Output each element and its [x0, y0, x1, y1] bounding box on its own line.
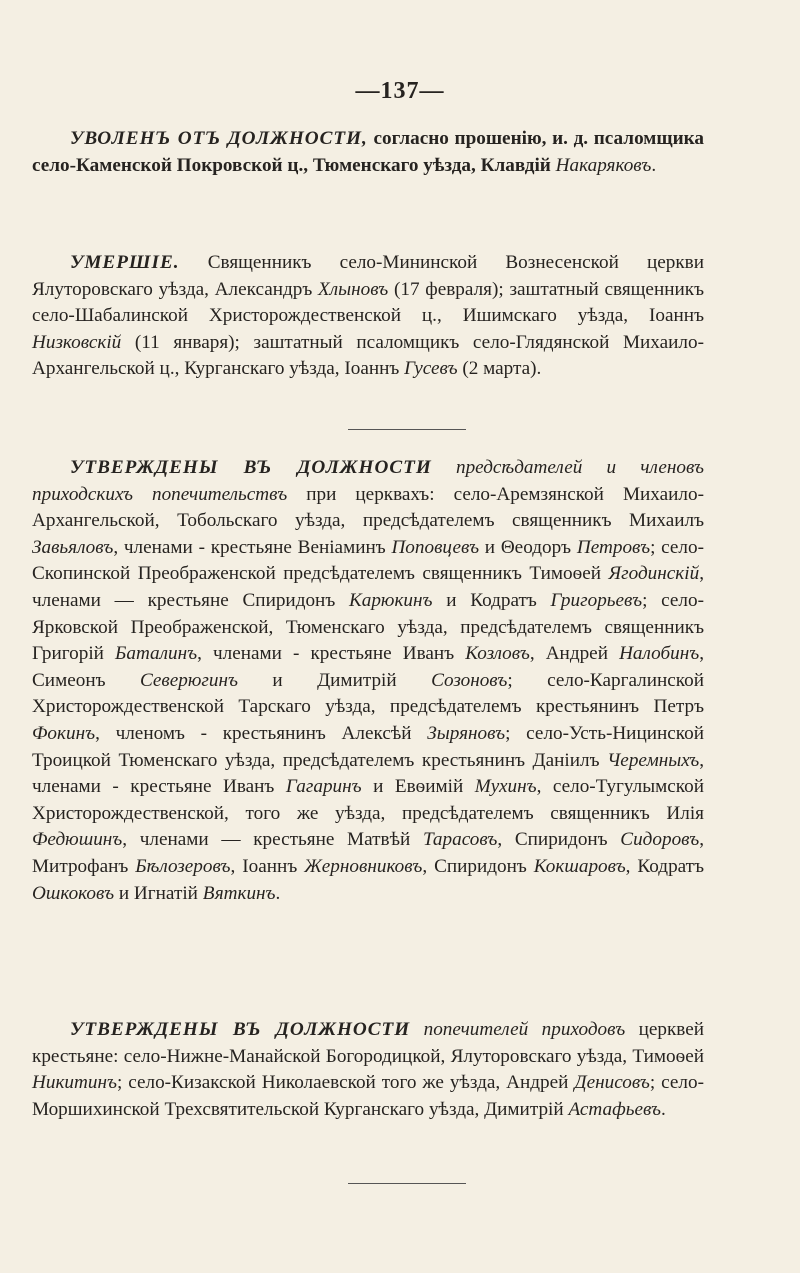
person-name: Гусевъ [404, 358, 458, 380]
text: , членами - крестьяне Веніаминъ [113, 536, 392, 558]
text: , членами — крестьяне Матвѣй [122, 829, 423, 851]
text: ; село-Ярковской Преображенской, Тюменскаго уѣзда, предсѣдателемъ священникъ Григорій [32, 589, 704, 665]
person-name: Кокшаровъ [533, 855, 626, 877]
text: ; село-Каргалинской Христорождественской Тарскаго уѣзда, предсѣдателемъ крестьянинъ Петръ [32, 669, 704, 718]
divider [348, 1183, 466, 1184]
page-number: —137— [355, 78, 445, 104]
text: , Андрей [529, 643, 620, 665]
person-name: Накаряковъ [555, 154, 652, 176]
heading-deaths: УМЕРШІЕ. [70, 252, 180, 273]
person-name: Федюшинъ [32, 829, 123, 851]
text: , членами — крестьяне Спиридонъ [32, 563, 704, 611]
heading-dismissal: УВОЛЕНЪ ОТЪ ДОЛЖНОСТИ, [70, 128, 368, 149]
text: . [275, 882, 281, 904]
person-name: Созоновъ [431, 669, 508, 691]
person-name: Григорьевъ [550, 589, 643, 611]
person-name: Баталинъ [115, 643, 198, 665]
person-name: Козловъ [465, 643, 530, 665]
text: , село-Тугулымской Христорождественской, того же уѣзда, предсѣдателемъ священникъ Илія [32, 776, 705, 824]
divider [348, 429, 466, 430]
text: . [651, 154, 657, 176]
text: и Евѳимій [361, 776, 475, 798]
person-name: Завьяловъ [32, 536, 114, 558]
heading-confirmed: УТВЕРЖДЕНЫ ВЪ ДОЛЖНОСТИ [70, 1019, 411, 1040]
person-name: Денисовъ [574, 1072, 650, 1094]
person-name: Северюгинъ [139, 669, 238, 691]
paragraph-deaths [32, 250, 704, 383]
text: , Спиридонъ [422, 855, 534, 877]
heading-confirmed: УТВЕРЖДЕНЫ ВЪ ДОЛЖНОСТИ [70, 457, 432, 478]
person-name: Вяткинъ [202, 882, 276, 904]
text: ; село-Усть-Ницинской Троицкой Тюменскаго уѣзда, предсѣдателемъ крестьянинъ Даніилъ [32, 722, 704, 771]
text: , Спиридонъ [497, 829, 621, 851]
person-name: Ягодинскій [608, 563, 700, 585]
person-name: Гагаринъ [285, 776, 362, 798]
text: , Симеонъ [32, 643, 704, 691]
person-name: Астафьевъ [568, 1098, 661, 1120]
text: и Кодратъ [432, 589, 551, 611]
person-name: Поповцевъ [391, 536, 480, 558]
person-name: Мухинъ [474, 776, 537, 798]
text: (17 февраля); заштатный священникъ село-Шабалинской Христорождественской ц., Ишимскаго уѣзда, Іоаннъ [32, 278, 704, 327]
person-name: Черемныхъ [607, 749, 700, 771]
heading-subtitle: попечителей приходовъ [410, 1019, 626, 1040]
text: церквей крестьяне: село-Нижне-Манайской Богородицкой, Ялуторовскаго уѣзда, Тимоѳей [32, 1019, 704, 1067]
person-name: Бѣлозеровъ [135, 855, 231, 877]
person-name: Тарасовъ [422, 829, 498, 851]
text: при церквахъ: село-Аремзянской Михаило-Архангельской, Тобольскаго уѣзда, предсѣдателемъ священникъ Михаилъ [32, 483, 704, 532]
person-name: Петровъ [576, 536, 651, 558]
person-name: Карюкинъ [348, 589, 433, 611]
text: ; село-Скопинской Преображенской предсѣдателемъ священникъ Тимоѳей [32, 536, 704, 585]
text: , членомъ - крестьянинъ Алексѣй [95, 722, 428, 744]
person-name: Никитинъ [32, 1072, 117, 1094]
text: , членами - крестьяне Иванъ [32, 749, 704, 798]
person-name: Хлыновъ [318, 278, 389, 300]
text: (11 января); заштатный псаломщикъ село-Глядянской Михаило-Архангельской ц., Курганскаго уѣзда, Іоаннъ [32, 331, 704, 380]
person-name: Фокинъ [32, 722, 96, 744]
person-name: Низковскій [32, 331, 122, 353]
text: и Димитрій [237, 669, 432, 691]
person-name: Ошкоковъ [32, 882, 115, 904]
person-name: Жерновниковъ [304, 855, 423, 877]
text: , Митрофанъ [32, 829, 704, 877]
text: ; село-Кизакской Николаевской того же уѣзда, Андрей [116, 1072, 575, 1094]
text: (2 марта). [457, 358, 542, 380]
person-name: Зыряновъ [427, 722, 506, 744]
text: . [661, 1098, 666, 1120]
paragraph-dismissal [32, 126, 704, 179]
text: и Игнатій [114, 882, 203, 904]
person-name: Налобинъ [619, 643, 700, 665]
text: , Кодратъ [625, 855, 704, 877]
text: и Θеодоръ [479, 536, 577, 558]
text: , Іоаннъ [230, 855, 305, 877]
text: согласно прошенію, и. д. псаломщика село-Каменской Покровской ц., Тюменскаго уѣзда, Клавдій [32, 128, 704, 176]
heading-subtitle: предсѣдателей и членовъ приходскихъ попечительствъ [32, 457, 705, 505]
person-name: Сидоровъ [620, 829, 700, 851]
paragraph-parish-trustees [32, 1017, 704, 1123]
paragraph-parish-councils [32, 455, 704, 907]
text: ; село-Моршихинской Трехсвятительской Курганскаго уѣзда, Димитрій [32, 1072, 704, 1120]
text: , членами - крестьяне Иванъ [197, 643, 466, 665]
text: Священникъ село-Мининской Вознесенской церкви Ялуторовскаго уѣзда, Александръ [32, 252, 704, 300]
